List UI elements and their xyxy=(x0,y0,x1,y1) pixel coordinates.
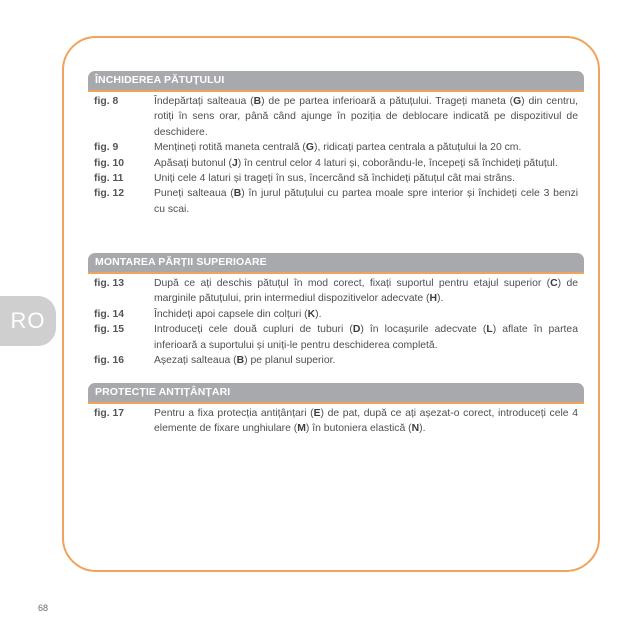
figure-ref: fig. 15 xyxy=(94,324,125,336)
text-segment: După ce ați deschis pătuțul în mod corect, fixați suportul pentru etajul superior ( xyxy=(154,278,551,289)
instruction-step xyxy=(88,94,584,140)
step-text xyxy=(154,94,584,140)
text-segment: Introduceți cele două cupluri de tuburi ( xyxy=(154,324,353,336)
text-segment: ) de marginile pătuțului, prin intermediul dispozitivelor adecvate ( xyxy=(154,278,578,305)
instruction-step xyxy=(88,156,584,171)
text-segment: Uniți cele 4 laturi și trageți în sus, încercând să închideți pătuțul cât mai strâns. xyxy=(154,173,515,185)
instruction-step xyxy=(88,353,584,368)
figure-ref: fig. 8 xyxy=(94,96,119,107)
instruction-step xyxy=(88,307,584,322)
text-segment: ) de pat, după ce ați așezat-o corect, introduceți cele 4 elemente de fixare unghiulare ( xyxy=(154,408,578,435)
part-letter: M xyxy=(297,423,306,435)
text-segment: Mențineți rotită maneta centrală ( xyxy=(154,142,306,154)
figure-ref: fig. 13 xyxy=(94,278,125,289)
instruction-step xyxy=(88,140,584,155)
section-header-mosquito-net: PROTECȚIE ANTIȚÂNȚARI xyxy=(88,383,584,402)
text-segment: Puneți salteaua ( xyxy=(154,188,234,200)
text-segment: Așezați salteaua ( xyxy=(154,355,237,367)
text-segment: ). xyxy=(437,293,444,305)
steps-mosquito-net xyxy=(88,406,584,437)
step-text xyxy=(154,276,584,307)
instruction-step xyxy=(88,322,584,353)
section-header-upper-mounting: MONTAREA PĂRȚII SUPERIOARE xyxy=(88,253,584,272)
instruction-step xyxy=(88,276,584,307)
language-tab: RO xyxy=(0,296,56,346)
text-segment: ). xyxy=(419,423,426,435)
text-segment: ) pe planul superior. xyxy=(244,355,336,367)
text-segment: ). xyxy=(315,308,322,320)
text-segment: ) în centrul celor 4 laturi și, coborându-le, începeți să închideți pătuțul. xyxy=(237,157,558,169)
part-letter: H xyxy=(429,293,438,305)
text-segment: ) în jurul pătuțului cu partea moale spre interior și închideți cele 3 benzi cu scai. xyxy=(154,188,579,215)
part-letter: B xyxy=(253,96,262,107)
page-number: 68 xyxy=(38,603,49,613)
text-segment: ) din centru, rotiți în sens orar, până când ajunge în poziția de deblocare indicată pe dispozitivul de deschidere. xyxy=(154,96,578,138)
text-segment: Apăsați butonul ( xyxy=(154,157,232,169)
part-letter: B xyxy=(236,355,245,367)
steps-upper-mounting xyxy=(88,276,584,368)
text-segment: Pentru a fixa protecția antițânțari ( xyxy=(154,408,314,419)
part-letter: K xyxy=(307,308,316,320)
part-letter: B xyxy=(233,188,242,200)
steps-closing xyxy=(88,94,584,217)
figure-ref: fig. 12 xyxy=(94,188,125,200)
figure-ref: fig. 17 xyxy=(94,408,125,419)
figure-ref: fig. 10 xyxy=(94,157,125,169)
text-segment: ) în locașurile adecvate ( xyxy=(360,324,487,336)
part-letter: G xyxy=(305,142,314,154)
step-text xyxy=(154,307,584,322)
step-text xyxy=(154,322,584,353)
part-letter: G xyxy=(513,96,522,107)
step-text xyxy=(154,353,584,368)
instruction-step xyxy=(88,186,584,217)
figure-ref: fig. 9 xyxy=(94,142,119,154)
part-letter: J xyxy=(231,157,238,169)
instruction-step xyxy=(88,406,584,437)
part-letter: C xyxy=(550,278,558,289)
step-text xyxy=(154,406,584,437)
section-header-closing: ÎNCHIDEREA PĂTUȚULUI xyxy=(88,71,584,90)
step-text xyxy=(154,140,584,155)
text-segment: ), ridicați partea centrala a pătuțului la 20 cm. xyxy=(314,142,522,154)
part-letter: E xyxy=(313,408,321,419)
text-segment: ) aflate în partea inferioară a suportului și uniți-le pentru deschiderea completă. xyxy=(154,324,578,351)
instruction-step xyxy=(88,171,584,186)
figure-ref: fig. 16 xyxy=(94,355,125,367)
part-letter: L xyxy=(486,324,493,336)
figure-ref: fig. 11 xyxy=(94,173,124,185)
part-letter: N xyxy=(411,423,420,435)
part-letter: D xyxy=(352,324,361,336)
text-segment: ) în butoniera elastică ( xyxy=(305,423,412,435)
text-segment: Îndepărtați salteaua ( xyxy=(154,96,254,107)
step-text xyxy=(154,186,584,217)
text-segment: ) de pe partea inferioară a pătuțului. Trageți maneta ( xyxy=(261,96,514,107)
step-text xyxy=(154,156,584,171)
text-segment: Închideți apoi capsele din colțuri ( xyxy=(154,308,308,320)
figure-ref: fig. 14 xyxy=(94,308,125,320)
step-text xyxy=(154,171,584,186)
